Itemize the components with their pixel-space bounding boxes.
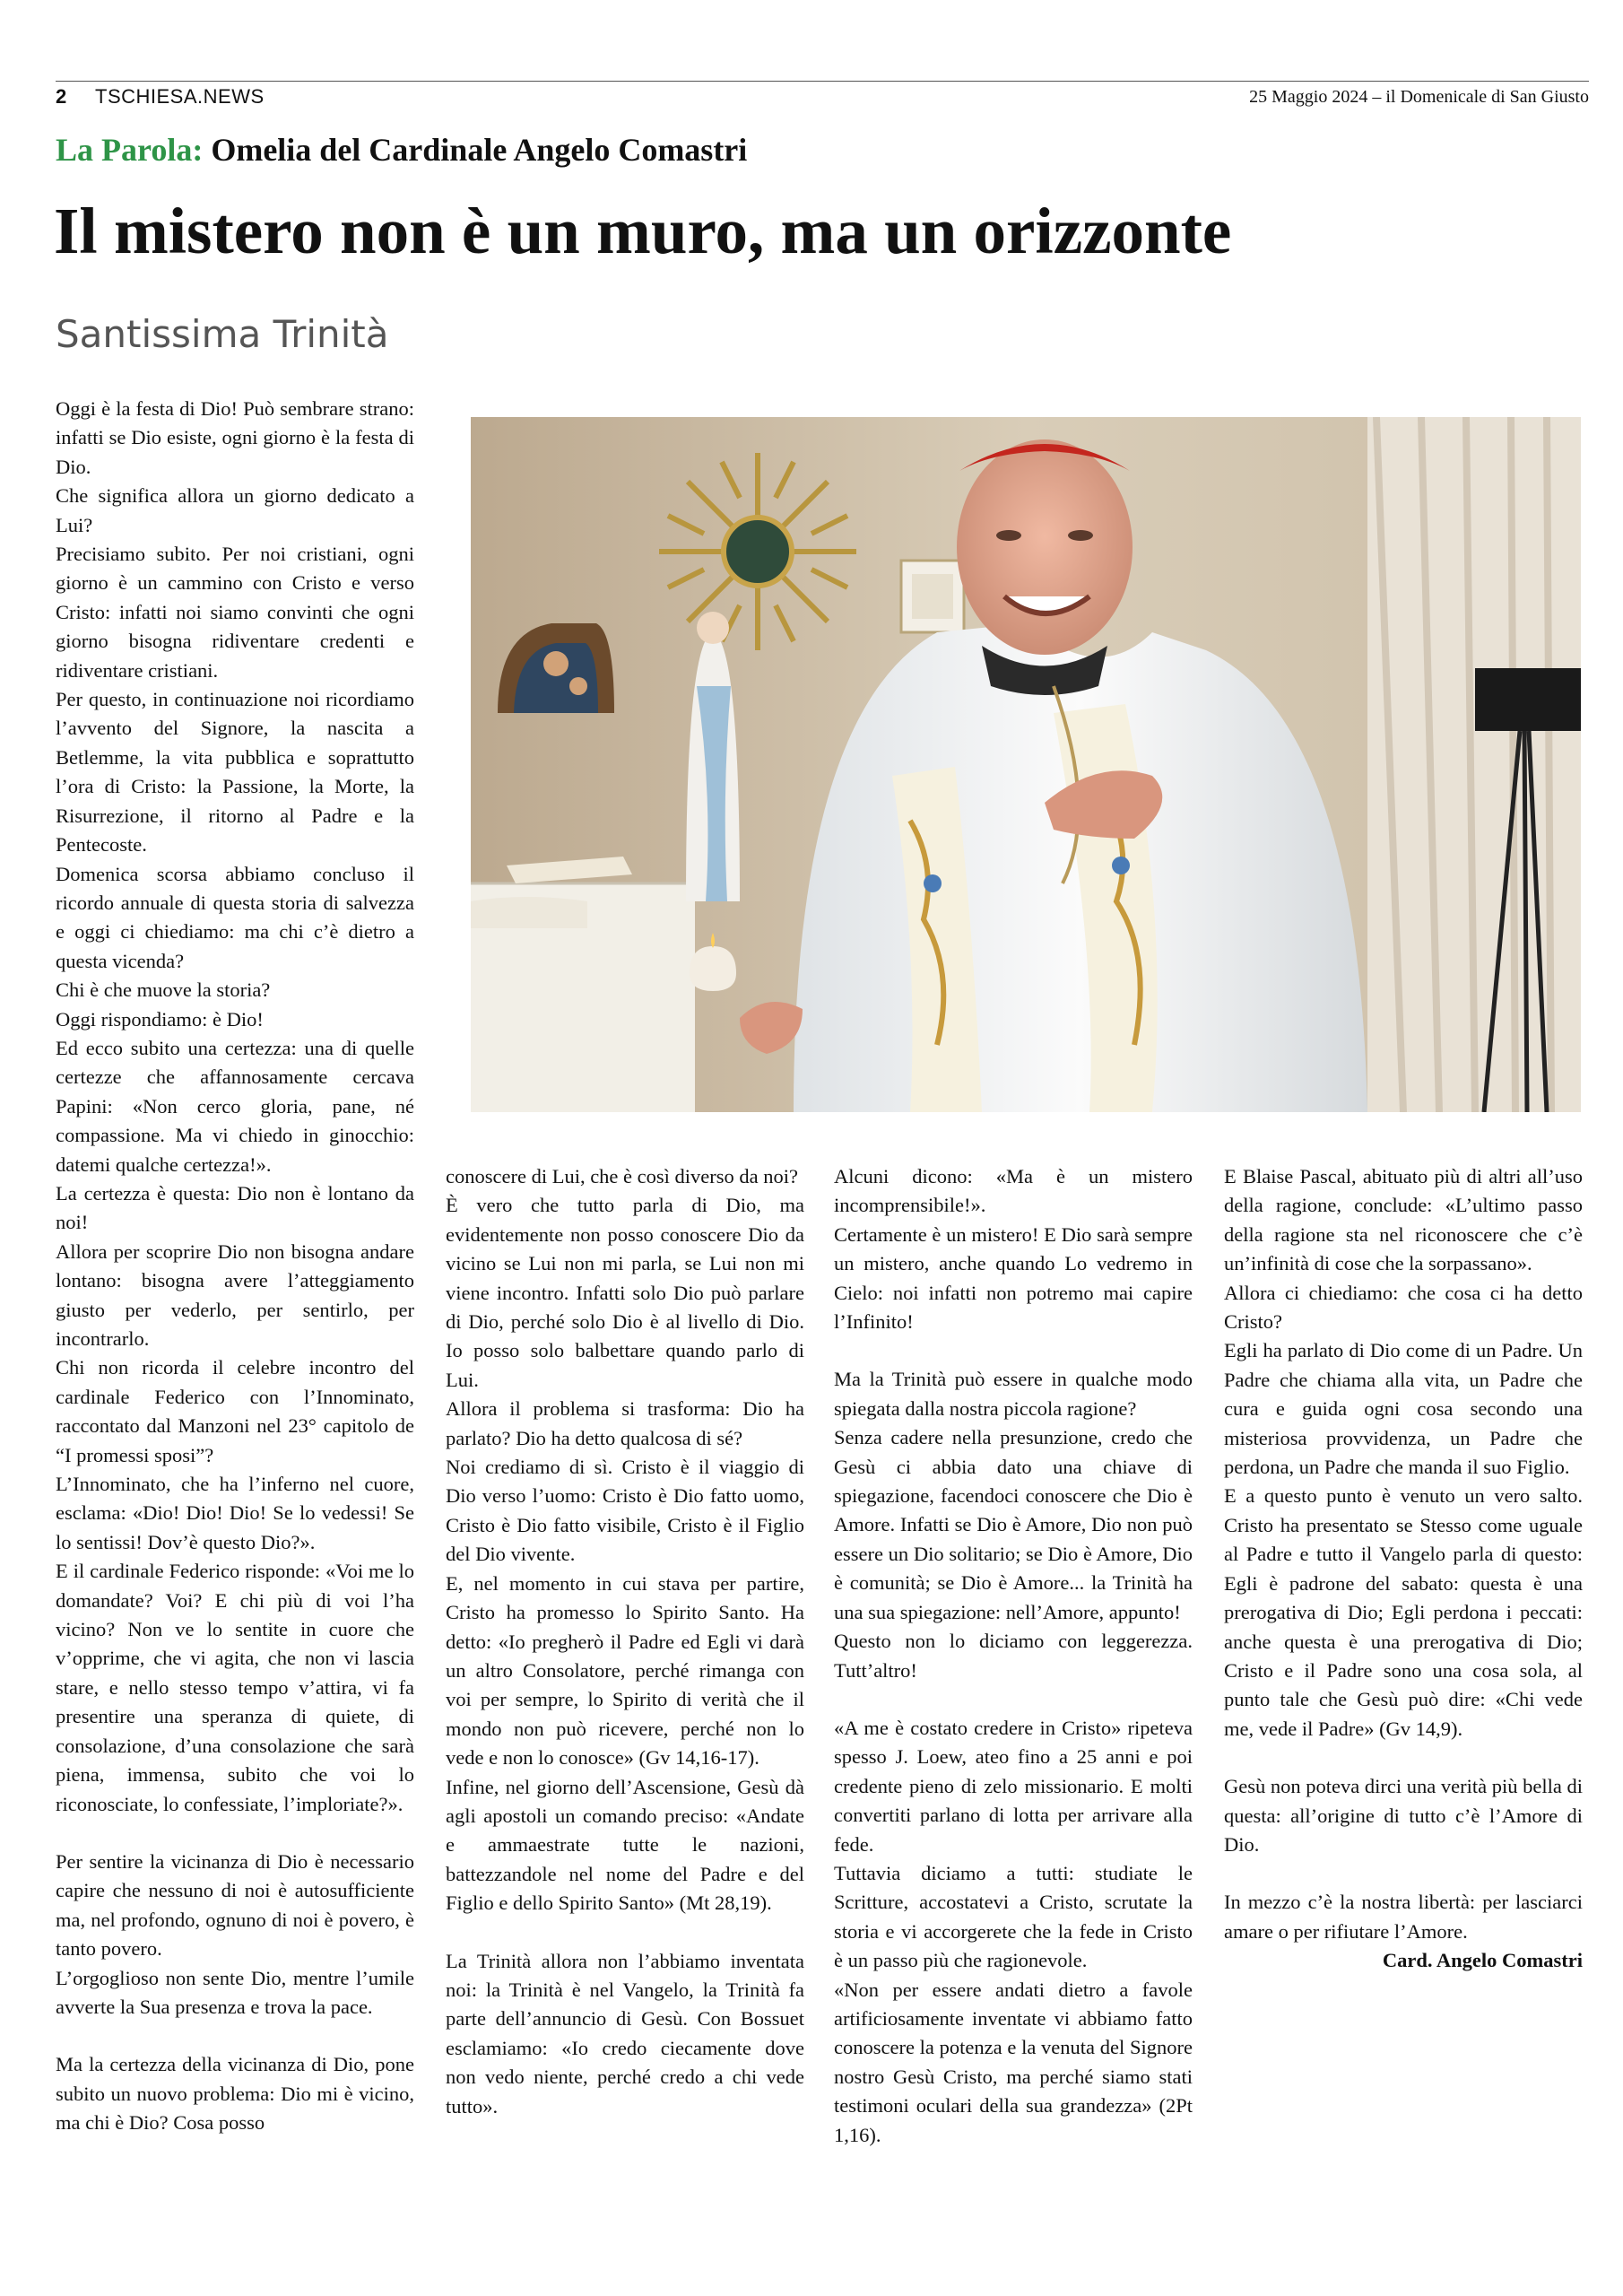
- paragraph: Per sentire la vicinanza di Dio è necessario capire che nessuno di noi è autosufficiente ma, nel profondo, ognuno di noi è povero, è tanto povero.: [56, 1849, 414, 1961]
- paragraph: Noi crediamo di sì. Cristo è il viaggio di Dio verso l’uomo: Cristo è Dio fatto uomo, Cristo è Dio fatto visibile, Cristo è il Figlio del Dio vivente.: [446, 1456, 804, 1566]
- paragraph: E a questo punto è venuto un vero salto. Cristo ha presentato se Stesso come uguale al Padre e tutto il Vangelo parla di questo: Egli è padrone del sabato: questa è una prerogativa di Dio; Egli perdona i peccati: anche questa è una prerogativa di Dio; Cristo e il Padre sono una cosa sola, al punto tale che Gesù può dire: «Chi vede me, vede il Padre» (Gv 14,9).: [1224, 1484, 1583, 1740]
- article-column-2: [446, 1162, 804, 2121]
- paragraph: Chi non ricorda il celebre incontro del cardinale Federico con l’Innominato, raccontato dal Manzoni nel 23° capitolo de “I promessi sposi”?: [56, 1356, 414, 1466]
- photo-illustration: [471, 417, 1581, 1112]
- paragraph: Per questo, in continuazione noi ricordiamo l’avvento del Signore, la nascita a Betlemme, la vita pubblica e soprattutto l’ora di Cristo: la Passione, la Morte, la Risurrezione, il ritorno al Padre e la Pentecoste.: [56, 688, 414, 857]
- page-number: 2: [56, 85, 67, 108]
- paragraph: Precisiamo subito. Per noi cristiani, ogni giorno è un cammino con Cristo e verso Cristo: infatti noi siamo convinti che ogni giorno bisogna ridiventare credenti e ridiventare cristiani.: [56, 543, 414, 682]
- paragraph: Ma la certezza della vicinanza di Dio, pone subito un nuovo problema: Dio mi è vicino, ma chi è Dio? Cosa posso: [56, 2053, 414, 2135]
- paragraph: «A me è costato credere in Cristo» ripeteva spesso J. Loew, ateo fino a 25 anni e poi credente pieno di zelo missionario. E molti convertiti parlano di lotta per arrivare alla fede.: [834, 1716, 1193, 1856]
- paragraph: È vero che tutto parla di Dio, ma evidentemente non posso conoscere Dio da vicino se Lui non mi parla, se Lui non mi viene incontro. Infatti solo Dio può parlare di Dio, perché solo Dio è al livello di Dio. Io posso solo balbettare quando parlo di Lui.: [446, 1194, 804, 1391]
- cardinal-photo: [471, 417, 1581, 1112]
- paragraph: conoscere di Lui, che è così diverso da noi?: [446, 1165, 798, 1187]
- paragraph: Che significa allora un giorno dedicato a Lui?: [56, 484, 414, 536]
- paragraph: La certezza è questa: Dio non è lontano da noi!: [56, 1181, 414, 1234]
- article-subtitle: Santissima Trinità: [56, 312, 389, 356]
- article-column-1: [56, 395, 414, 2138]
- paragraph: Ma la Trinità può essere in qualche modo spiegata dalla nostra piccola ragione?: [834, 1368, 1193, 1420]
- section-label: La Parola:: [56, 132, 204, 168]
- paragraph: Questo non lo diciamo con leggerezza. Tutt’altro!: [834, 1630, 1193, 1682]
- date-line: 25 Maggio 2024 – il Domenicale di San Giusto: [1249, 87, 1589, 107]
- paragraph: Certamente è un mistero! E Dio sarà sempre un mistero, anche quando Lo vedremo in Cielo: noi infatti non potremo mai capire l’Infinito!: [834, 1222, 1193, 1334]
- paragraph: L’Innominato, che ha l’inferno nel cuore, esclama: «Dio! Dio! Dio! Se lo vedessi! Se lo sentissi! Dov’è questo Dio?».: [56, 1473, 414, 1553]
- paragraph: E, nel momento in cui stava per partire, Cristo ha promesso lo Spirito Santo. Ha detto: «Io pregherò il Padre ed Egli vi darà un altro Consolatore, perché rimanga con voi per sempre, lo Spirito di verità che il mondo non può ricevere, perché non lo vede e non lo conosce» (Gv 14,16-17).: [446, 1571, 804, 1770]
- paragraph: «Non per essere andati dietro a favole artificiosamente inventate vi abbiamo fatto conoscere la potenza e la venuta del Signore nostro Gesù Cristo, ma perché siamo stati testimoni oculari della sua grandezza» (2Pt 1,16).: [834, 1978, 1193, 2146]
- paragraph: Alcuni dicono: «Ma è un mistero incomprensibile!».: [834, 1165, 1193, 1217]
- site-name: TSCHIESA.NEWS: [95, 85, 265, 108]
- paragraph: L’orgoglioso non sente Dio, mentre l’umile avverte la Sua presenza e trova la pace.: [56, 1966, 414, 2018]
- paragraph: In mezzo c’è la nostra libertà: per lasciarci amare o per rifiutare l’Amore.: [1224, 1891, 1583, 1943]
- paragraph: Oggi rispondiamo: è Dio!: [56, 1007, 264, 1031]
- paragraph: Gesù non poteva dirci una verità più bella di questa: all’origine di tutto c’è l’Amore di Dio.: [1224, 1775, 1583, 1856]
- paragraph: Senza cadere nella presunzione, credo che Gesù ci abbia dato una chiave di spiegazione, facendoci conoscere che Dio è Amore. Infatti se Dio è Amore, Dio non può essere un Dio solitario; se Dio è Amore, Dio è comunità; se Dio è Amore... la Trinità ha una sua spiegazione: nell’Amore, appunto!: [834, 1426, 1193, 1623]
- paragraph: E Blaise Pascal, abituato più di altri all’uso della ragione, conclude: «L’ultimo passo della ragione sta nel riconoscere che c’è un’infinità di cose che la sorpassano».: [1224, 1165, 1583, 1275]
- paragraph: Tuttavia diciamo a tutti: studiate le Scritture, accostatevi a Cristo, scrutate la storia e vi accorgerete che la fede in Cristo è un passo più che ragionevole.: [834, 1861, 1193, 1972]
- author-signature: Card. Angelo Comastri: [1382, 1949, 1583, 1972]
- article-title: Il mistero non è un muro, ma un orizzonte: [54, 195, 1232, 267]
- paragraph: Allora ci chiediamo: che cosa ci ha detto Cristo?: [1224, 1281, 1583, 1334]
- paragraph: Egli ha parlato di Dio come di un Padre. Un Padre che chiama alla vita, un Padre che cura e guida ogni cosa secondo una misteriosa provvidenza, un Padre che perdona, un Padre che manda il suo Figlio.: [1224, 1339, 1583, 1479]
- paragraph: La Trinità allora non l’abbiamo inventata noi: la Trinità è nel Vangelo, la Trinità fa parte dell’annuncio di Gesù. Con Bossuet esclamiamo: «Io credo ciecamente dove non vedo niente, perché credo a chi vede tutto».: [446, 1949, 804, 2118]
- paragraph: Domenica scorsa abbiamo concluso il ricordo annuale di questa storia di salvezza e oggi ci chiediamo: ma chi c’è dietro a questa vicenda?: [56, 862, 414, 972]
- article-column-4: [1224, 1162, 1583, 1976]
- paragraph: Infine, nel giorno dell’Ascensione, Gesù dà agli apostoli un comando preciso: «Andate e ammaestrate tutte le nazioni, battezzandole nel nome del Padre e del Figlio e dello Spirito Santo» (Mt 28,19).: [446, 1775, 804, 1915]
- paragraph: E il cardinale Federico risponde: «Voi me lo domandate? Voi? E chi più di voi l’ha vicino? Non ve lo sentite in cuore che v’opprime, che vi agita, che non vi lascia stare, e nello stesso tempo v’attira, vi fa presentire una speranza di quiete, di consolazione, d’una consolazione che sarà piena, immensa, subito che voi lo riconosciate, lo confessiate, l’imploriate?».: [56, 1560, 414, 1815]
- paragraph: Allora il problema si trasforma: Dio ha parlato? Dio ha detto qualcosa di sé?: [446, 1397, 804, 1449]
- paragraph: Chi è che muove la storia?: [56, 978, 271, 1002]
- paragraph: Ed ecco subito una certezza: una di quelle certezze che affannosamente cercava Papini: «Non cerco gloria, pane, né compassione. Ma vi chiedo in ginocchio: datemi qualche certezza!».: [56, 1036, 414, 1176]
- article-column-3: [834, 1162, 1193, 2150]
- kicker-text: Omelia del Cardinale Angelo Comastri: [211, 132, 748, 168]
- page-header: [56, 81, 1589, 114]
- paragraph: Allora per scoprire Dio non bisogna andare lontano: bisogna avere l’atteggiamento giusto per vederlo, per sentirlo, per incontrarlo.: [56, 1239, 414, 1350]
- article-kicker: [56, 131, 747, 169]
- paragraph: Oggi è la festa di Dio! Può sembrare strano: infatti se Dio esiste, ogni giorno è la festa di Dio.: [56, 397, 414, 478]
